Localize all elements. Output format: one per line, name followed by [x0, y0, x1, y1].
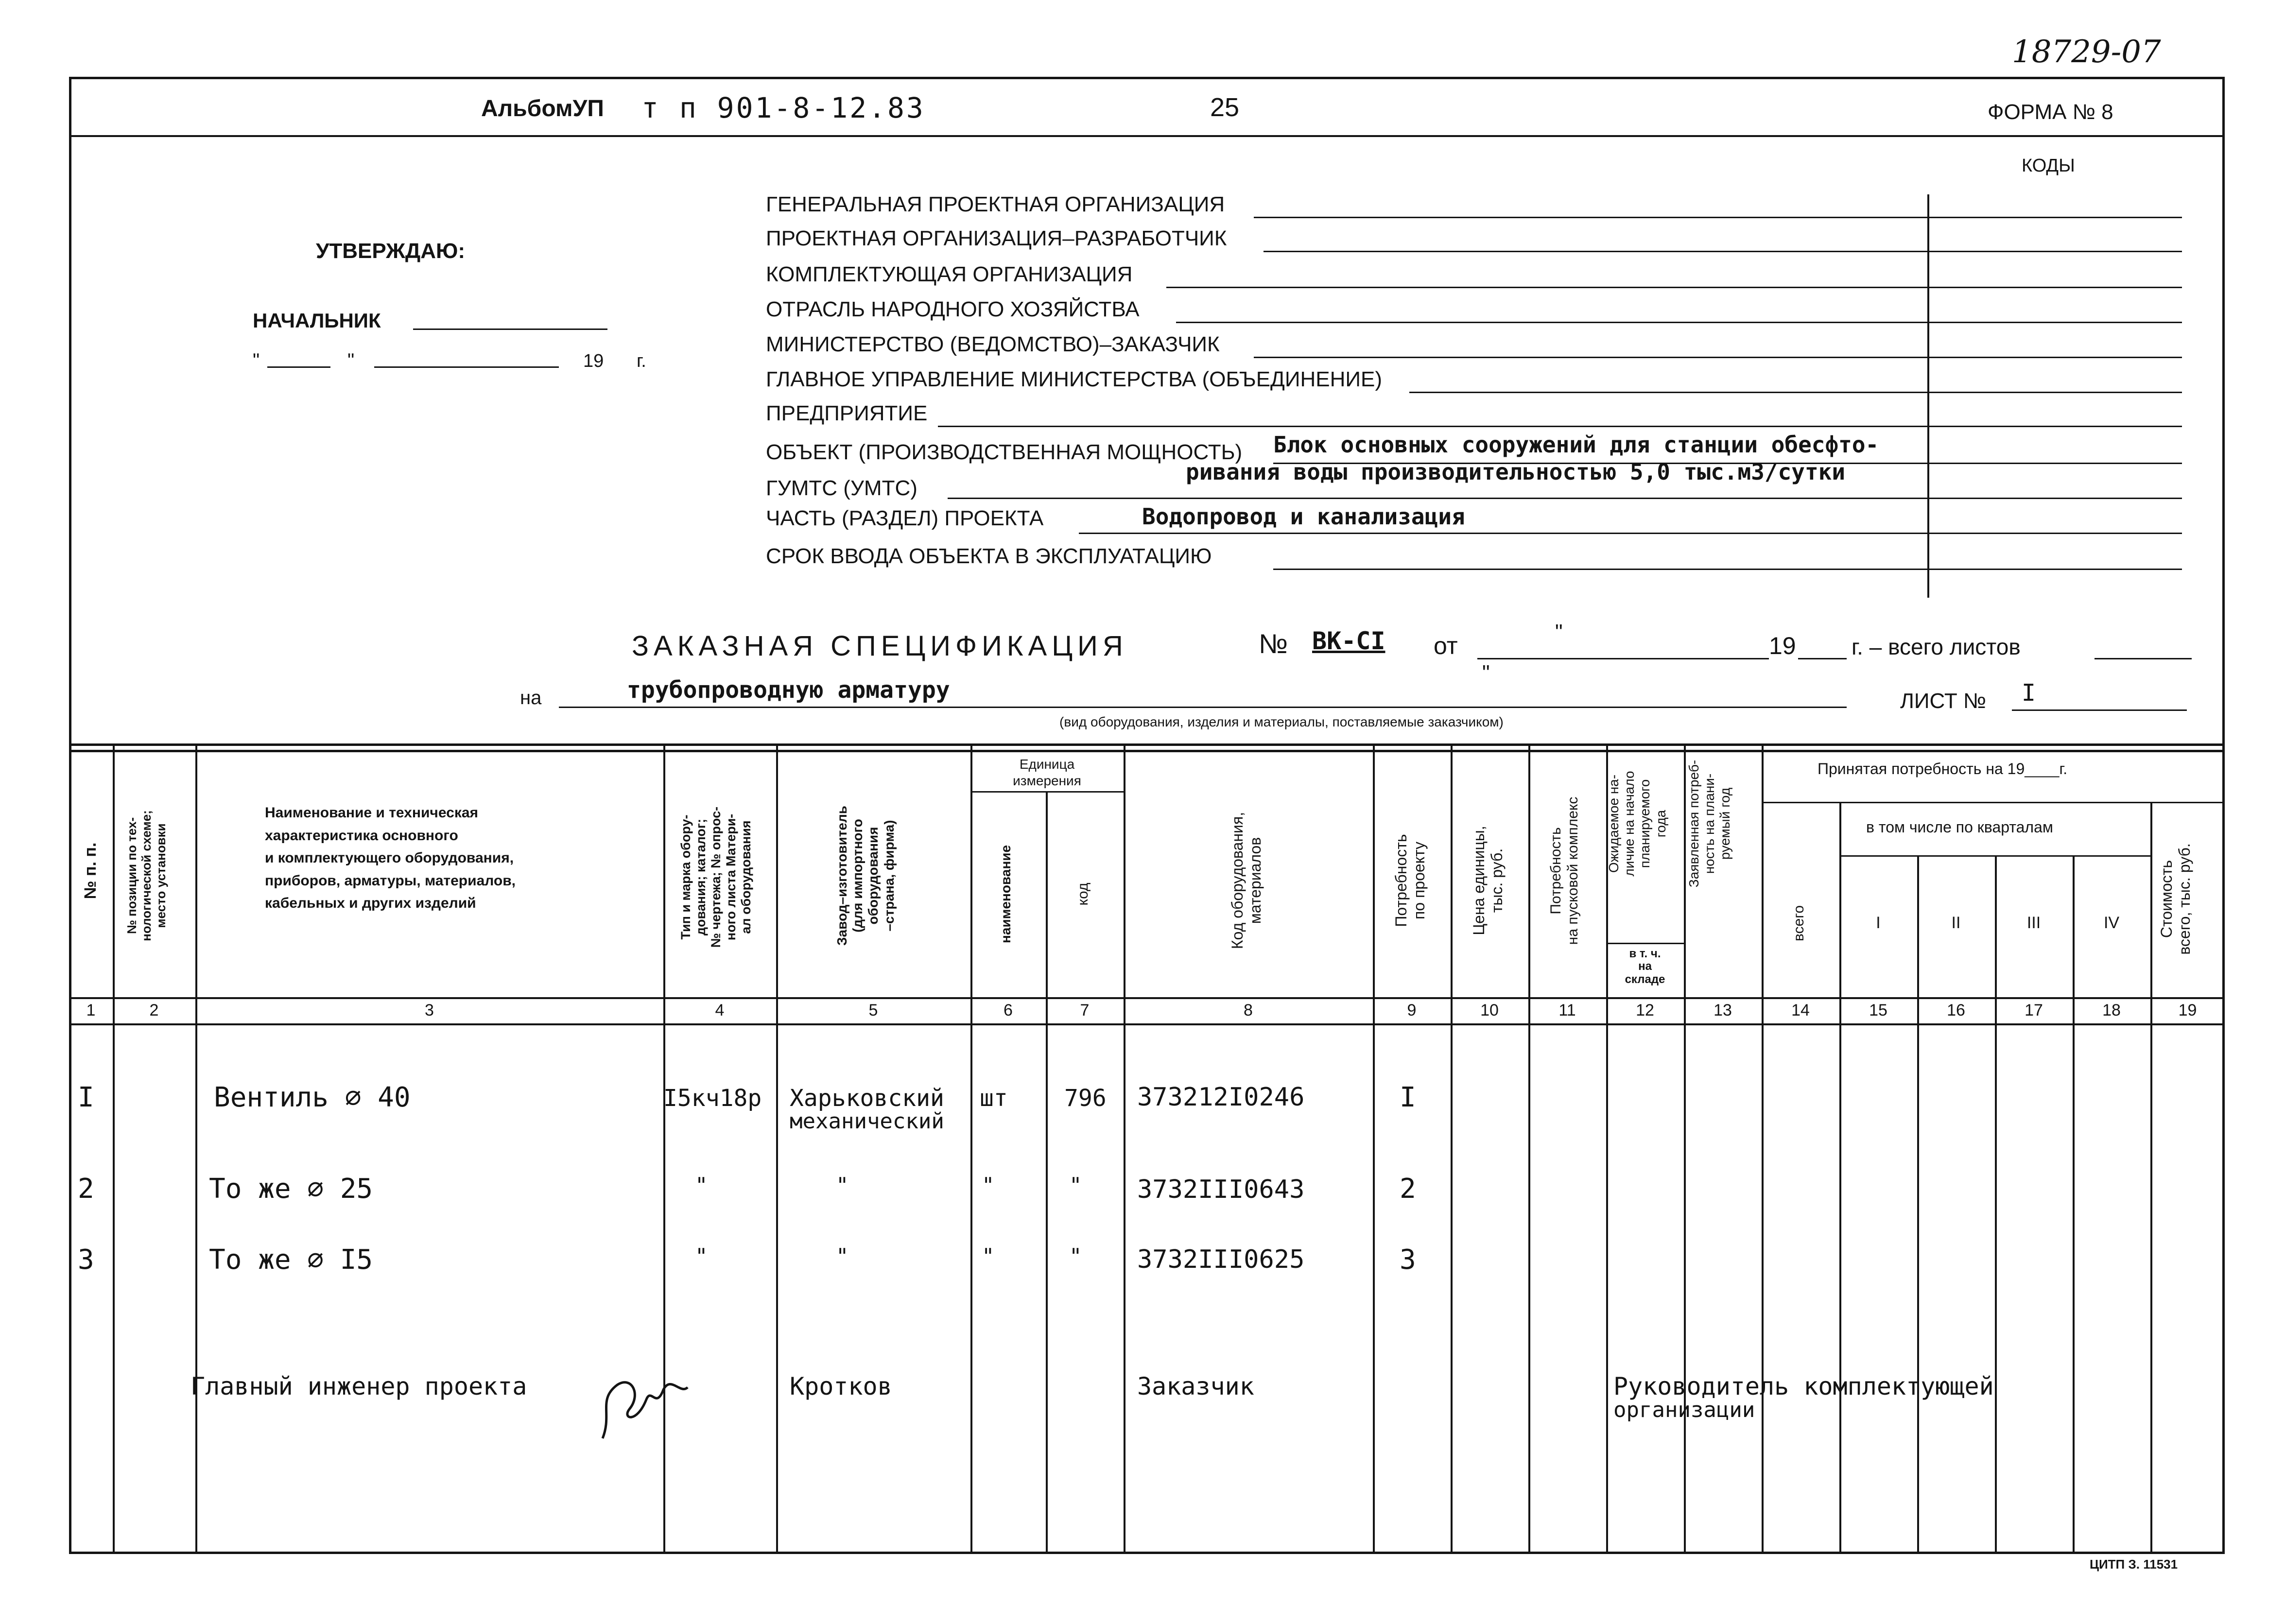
- col-number: 17: [2025, 1001, 2043, 1019]
- chief-engineer-name: Кротков: [790, 1372, 892, 1400]
- org-field-label: ОТРАСЛЬ НАРОДНОГО ХОЗЯЙСТВА: [766, 297, 1140, 321]
- col-header-12: Ожидаемое на- личие на начало планируемого года: [1606, 771, 1668, 877]
- org-field-line: [1273, 569, 2182, 570]
- codes-divider: [1927, 194, 1929, 598]
- col-number: 7: [1080, 1001, 1090, 1019]
- sheet-label: ЛИСТ №: [1900, 689, 1987, 713]
- col-header-9: Потребность по проекту: [1392, 834, 1428, 927]
- row-unit-code: ": [1069, 1244, 1082, 1269]
- document-reference: 18729-07: [2012, 34, 2161, 70]
- org-field-label: ПРЕДПРИЯТИЕ: [766, 401, 928, 425]
- col-border: [1995, 855, 1997, 1554]
- row-number: 3: [78, 1244, 94, 1276]
- date-quote-open: ": [253, 350, 260, 371]
- quarters-header-line: [1839, 855, 2150, 857]
- col-number: 2: [149, 1001, 159, 1019]
- accepted-header-line: [1762, 802, 2225, 803]
- tp-number: т п 901-8-12.83: [641, 91, 925, 124]
- org-field-label: ГЛАВНОЕ УПРАВЛЕНИЕ МИНИСТЕРСТВА (ОБЪЕДИНЕНИЕ): [766, 367, 1383, 391]
- col-border: [2150, 802, 2152, 1554]
- codes-label: КОДЫ: [2022, 155, 2075, 176]
- row-need: 3: [1400, 1244, 1416, 1276]
- date-day-line: [267, 366, 330, 368]
- col-number: 9: [1407, 1001, 1417, 1019]
- row-type: ": [695, 1244, 708, 1269]
- col-header-12b: в т. ч. на складе: [1625, 947, 1665, 986]
- org-field-line: [1254, 217, 2182, 218]
- col-number: 11: [1558, 1001, 1576, 1019]
- row-number: I: [78, 1082, 94, 1113]
- quarter-2-header: II: [1951, 914, 1961, 932]
- org-field-line: [1079, 533, 2182, 534]
- unit-header: Единица измерения: [1013, 757, 1081, 788]
- row-unit: шт: [980, 1085, 1008, 1112]
- col-number: 14: [1791, 1001, 1810, 1019]
- col-header-7: код: [1075, 882, 1091, 906]
- org-field-line: [1166, 287, 2182, 288]
- col-header-13: Заявленная потреб- ность на плани- руемый год: [1686, 760, 1733, 888]
- supplier-head-label: Руководитель комплектующей: [1613, 1372, 1994, 1400]
- row-unit-code: ": [1069, 1173, 1082, 1198]
- row-material-code: 3732III0625: [1137, 1245, 1305, 1274]
- col-number: 8: [1244, 1001, 1253, 1019]
- org-field-label: МИНИСТЕРСТВО (ВЕДОМСТВО)–ЗАКАЗЧИК: [766, 332, 1220, 356]
- org-field-line: [938, 426, 2182, 427]
- row-maker: ": [836, 1173, 849, 1198]
- spec-quote-2: ": [1482, 661, 1490, 685]
- object-value-continued: ривания воды производительностью 5,0 тыс.м3/сутки: [1186, 459, 1846, 485]
- col-header-10: Цена единицы, тыс. руб.: [1470, 826, 1506, 935]
- accepted-header: Принятая потребность на 19____г.: [1818, 760, 2068, 777]
- col-header-1: № п. п.: [81, 842, 100, 899]
- row-maker: Харьковский: [790, 1085, 944, 1112]
- chief-signature-line: [413, 328, 607, 330]
- stock-header-line: [1606, 943, 1684, 944]
- row-type: ": [695, 1173, 708, 1198]
- sheet-value: I: [2022, 679, 2036, 707]
- spec-title: ЗАКАЗНАЯ СПЕЦИФИКАЦИЯ: [632, 630, 1128, 662]
- col-border: [2073, 855, 2075, 1554]
- col-header-19: Стоимость всего, тыс. руб.: [2158, 843, 2193, 955]
- spec-ot: от: [1434, 632, 1458, 659]
- org-field-line: [1254, 357, 2182, 358]
- quarter-1-header: I: [1876, 914, 1881, 932]
- col-border: [1528, 743, 1530, 1554]
- col-border: [970, 743, 972, 1554]
- subject-caption: (вид оборудования, изделия и материалы, поставляемые заказчиком): [1059, 714, 1504, 729]
- spec-total-sheets: г. – всего листов: [1852, 634, 2021, 659]
- chief-label: НАЧАЛЬНИК: [253, 309, 381, 332]
- col-number: 4: [715, 1001, 725, 1019]
- org-field-label: ПРОЕКТНАЯ ОРГАНИЗАЦИЯ–РАЗРАБОТЧИК: [766, 226, 1227, 250]
- approve-label: УТВЕРЖДАЮ:: [316, 239, 466, 263]
- row-name: То же ∅ 25: [209, 1173, 373, 1205]
- object-value: Блок основных сооружений для станции обесфто-: [1273, 432, 1879, 458]
- column-numbers-top: [69, 997, 2225, 999]
- spec-no-value: ВК-CI: [1312, 627, 1385, 655]
- col-number: 18: [2102, 1001, 2121, 1019]
- col-number: 10: [1480, 1001, 1499, 1019]
- quarter-4-header: IV: [2103, 914, 2120, 932]
- row-type: I5кч18р: [663, 1085, 762, 1112]
- org-field-label: КОМПЛЕКТУЮЩАЯ ОРГАНИЗАЦИЯ: [766, 262, 1133, 286]
- col-header-4: Тип и марка обору- дования; каталог; № чертежа; № опрос- ного листа Матери- ал оборудования: [678, 806, 754, 948]
- approval-g: г.: [637, 351, 646, 371]
- page-number: 25: [1210, 93, 1240, 122]
- chief-engineer-label: Главный инженер проекта: [190, 1372, 527, 1400]
- col-border: [1684, 743, 1686, 1554]
- header-divider: [69, 135, 2225, 137]
- org-field-line: [1409, 392, 2182, 393]
- album-label: АльбомУП: [481, 96, 604, 121]
- spec-total-line: [2095, 658, 2192, 659]
- supplier-head-label-2: организации: [1613, 1398, 1755, 1422]
- row-name: То же ∅ I5: [209, 1244, 373, 1276]
- row-unit: ": [982, 1173, 995, 1198]
- project-part-value: Водопровод и канализация: [1142, 503, 1465, 530]
- col-border: [1451, 743, 1453, 1554]
- org-field-line: [948, 498, 2182, 499]
- unit-header-line: [970, 791, 1124, 793]
- col-border: [776, 743, 778, 1554]
- org-field-label: ГЕНЕРАЛЬНАЯ ПРОЕКТНАЯ ОРГАНИЗАЦИЯ: [766, 192, 1225, 216]
- org-field-line: [1176, 322, 2182, 323]
- col-header-3: Наименование и техническая характеристика основного и комплектующего оборудования, приборов, арматуры, материалов, кабельных и других изделий: [265, 805, 516, 911]
- col-border: [1046, 791, 1048, 1554]
- col-border: [1917, 855, 1919, 1554]
- col-border: [1373, 743, 1375, 1554]
- approval-year: 19: [583, 351, 604, 371]
- col-number: 3: [425, 1001, 434, 1019]
- col-number: 1: [86, 1001, 96, 1019]
- spec-no-label: №: [1259, 628, 1288, 659]
- col-number: 19: [2178, 1001, 2197, 1019]
- sheet-line: [2012, 709, 2187, 711]
- row-name: Вентиль ∅ 40: [214, 1082, 411, 1113]
- col-number: 5: [868, 1001, 878, 1019]
- col-header-11: Потребность на пусковой комплекс: [1548, 796, 1581, 945]
- col-border: [1124, 743, 1125, 1554]
- col-header-5: Завод–изготовитель (для импортного оборудования –страна, фирма): [834, 805, 897, 946]
- spec-date-quote: ": [1555, 620, 1563, 644]
- spec-year-line: [1798, 658, 1847, 659]
- row-unit: ": [982, 1244, 995, 1269]
- col-border: [195, 743, 197, 1554]
- spec-year: 19: [1769, 632, 1796, 659]
- col-header-6: наименование: [998, 845, 1013, 944]
- col-number: 16: [1947, 1001, 1965, 1019]
- org-field-label: ГУМТС (УМТС): [766, 476, 917, 500]
- quarters-header: в том числе по кварталам: [1866, 818, 2053, 836]
- spec-date-line: [1477, 658, 1769, 659]
- row-unit-code: 796: [1064, 1085, 1107, 1112]
- org-field-label: СРОК ВВОДА ОБЪЕКТА В ЭКСПЛУАТАЦИЮ: [766, 544, 1212, 568]
- row-material-code: 3732III0643: [1137, 1175, 1305, 1204]
- col-number: 15: [1869, 1001, 1887, 1019]
- col-number: 6: [1004, 1001, 1013, 1019]
- form-number: ФОРМА № 8: [1988, 100, 2113, 124]
- quarter-3-header: III: [2026, 914, 2041, 932]
- printer-mark: ЦИТП З. 11531: [2090, 1557, 2178, 1572]
- col-header-2: № позиции по тех- нологической схеме; место установки: [124, 810, 168, 941]
- signature-mark: [583, 1341, 700, 1448]
- col-border: [1762, 743, 1764, 1554]
- col-number: 12: [1636, 1001, 1654, 1019]
- col-number: 13: [1714, 1001, 1732, 1019]
- org-field-label: ОБЪЕКТ (ПРОИЗВОДСТВЕННАЯ МОЩНОСТЬ): [766, 440, 1243, 464]
- row-maker: ": [836, 1244, 849, 1269]
- org-field-line: [1264, 251, 2182, 252]
- col-header-14: всего: [1791, 905, 1807, 942]
- customer-label: Заказчик: [1137, 1372, 1254, 1400]
- col-header-8: Код оборудования, материалов: [1229, 812, 1264, 950]
- row-number: 2: [78, 1173, 94, 1205]
- spec-na: на: [520, 687, 542, 708]
- col-border: [113, 743, 115, 1554]
- date-month-line: [374, 366, 559, 368]
- date-quote-close: ": [347, 350, 355, 371]
- column-numbers-bottom: [69, 1023, 2225, 1025]
- spec-subject-line: [559, 707, 1847, 708]
- row-material-code: 373212I0246: [1137, 1083, 1305, 1112]
- row-need: 2: [1400, 1173, 1416, 1205]
- row-maker-line2: механический: [790, 1109, 944, 1134]
- org-field-label: ЧАСТЬ (РАЗДЕЛ) ПРОЕКТА: [766, 506, 1044, 530]
- row-need: I: [1400, 1082, 1416, 1113]
- spec-subject: трубопроводную арматуру: [627, 676, 950, 704]
